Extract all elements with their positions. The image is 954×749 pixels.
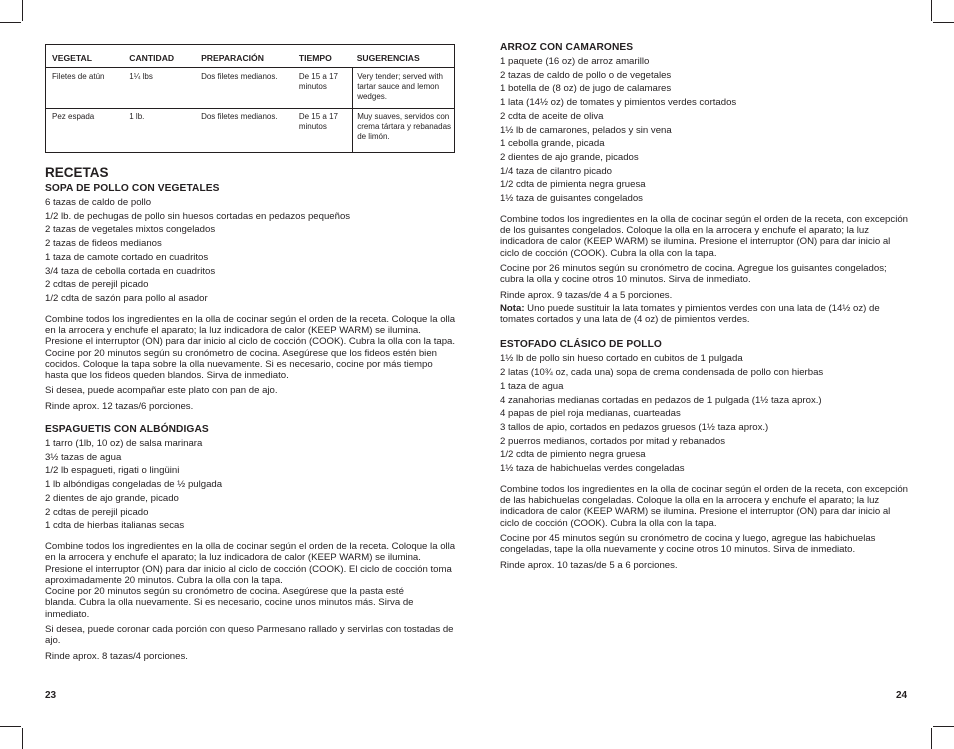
instruction-paragraph: Combine todos los ingredientes en la olla de cocinar según el orden de la receta, con excepción de las habichuelas congeladas. Coloque la olla en la arrocera y enchufe el aparato; la luz indicadora de calor (KEEP WARM) se ilumina. Presione el interruptor (ON) para dar inicio al ciclo de cocción (COOK). Cubra la olla con la tapa. bbox=[500, 483, 908, 529]
recipe-espaguetis bbox=[45, 424, 457, 662]
yield-text: Rinde aprox. 9 tazas/de 4 a 5 porciones. bbox=[500, 289, 673, 301]
ingredient-item: 1 tarro (1lb, 10 oz) de salsa marinara bbox=[45, 438, 203, 449]
ingredient-item: 1/2 lb. de pechugas de pollo sin huesos cortadas en pedazos pequeños bbox=[45, 210, 351, 222]
instruction-paragraph: Combine todos los ingredientes en la olla de cocinar según el orden de la receta, con excepción de los guisantes congelados. Coloque la olla en la arrocera y enchufe el aparato; la luz indicadora de calor (KEEP WARM) se ilumina. Presione el interruptor (ON) para dar inicio al ciclo de cocción (COOK). Cubra la olla con la tapa. bbox=[500, 213, 908, 259]
ingredient-item: 1 cdta de hierbas italianas secas bbox=[45, 520, 185, 532]
ingredient-item: 2 dientes de ajo grande, picados bbox=[500, 151, 639, 163]
instruction-paragraph: Cocine por 45 minutos según su cronómetro de cocina y luego, agregue las habichuelas congeladas, tape la olla nuevamente y cocine otros 10 minutos. Sirva de inmediato. bbox=[500, 532, 876, 556]
table-cell: Muy suaves, servidos con crema tártara y rebanadas de limón. bbox=[353, 109, 455, 153]
table-header-cell: SUGERENCIAS bbox=[353, 45, 455, 68]
instruction-paragraph: Cocine por 20 minutos según su cronómetro de cocina. Asegúrese que la pasta esté blanda. Cubra la olla nuevamente. Si es necesario, cocine unos minutos más. Sirva de inmediato. bbox=[45, 586, 414, 620]
ingredient-item: 1½ taza de habichuelas verdes congeladas bbox=[500, 463, 685, 475]
note-label: Nota: bbox=[500, 302, 525, 314]
yield-text: Rinde aprox. 8 tazas/4 porciones. bbox=[45, 650, 188, 662]
yield-text: Rinde aprox. 10 tazas/de 5 a 6 porciones. bbox=[500, 559, 678, 571]
crop-mark bbox=[22, 0, 23, 21]
recipe-title: SOPA DE POLLO CON VEGETALES bbox=[45, 183, 220, 194]
ingredient-item: 2 cdtas de perejil picado bbox=[45, 506, 149, 518]
table-header-cell: CANTIDAD bbox=[125, 45, 197, 68]
recipe-arroz bbox=[500, 42, 912, 325]
section-title: RECETAS bbox=[45, 165, 109, 180]
note-text: Uno puede sustituir la lata tomates y pimientos verdes con una lata de (14½ oz) de tomates cortados y una lata de (4 oz) de pimientos verdes. bbox=[500, 302, 880, 326]
crop-mark bbox=[22, 728, 23, 749]
table-cell: Pez espada bbox=[52, 112, 95, 121]
instructions bbox=[45, 541, 457, 662]
ingredient-item: 2 puerros medianos, cortados por mitad y rebanados bbox=[500, 435, 726, 447]
instructions bbox=[500, 214, 912, 326]
table-cell: Dos filetes medianos. bbox=[197, 68, 295, 109]
crop-mark bbox=[931, 728, 932, 749]
instruction-paragraph: Si desea, puede coronar cada porción con queso Parmesano rallado y servirlas con tostadas de ajo. bbox=[45, 624, 454, 647]
table-header-row bbox=[46, 45, 455, 68]
recipe-title: ARROZ CON CAMARONES bbox=[500, 42, 634, 53]
ingredient-item: 1/2 cdta de pimiento negra gruesa bbox=[500, 449, 646, 461]
instruction-paragraph: Si desea, puede acompañar este plato con pan de ajo. bbox=[45, 385, 278, 397]
crop-mark bbox=[0, 726, 21, 727]
ingredient-item: 2 cdtas de perejil picado bbox=[45, 279, 149, 291]
ingredient-item: 1 cebolla grande, picada bbox=[500, 138, 605, 150]
crop-mark bbox=[931, 0, 932, 21]
recipe-estofado bbox=[500, 339, 912, 570]
ingredient-item: 1/2 lb espagueti, rigati o lingüini bbox=[45, 465, 180, 477]
ingredient-item: 6 tazas de caldo de pollo bbox=[45, 197, 152, 208]
ingredient-item: 2 dientes de ajo grande, picado bbox=[45, 492, 179, 504]
table-cell: Dos filetes medianos. bbox=[201, 112, 278, 121]
table-row bbox=[46, 109, 455, 153]
table-cell: De 15 a 17 minutos bbox=[295, 68, 353, 109]
instruction-paragraph: Combine todos los ingredientes en la olla de cocinar según el orden de la receta. Coloque la olla en la arrocera y enchufe el aparato; la luz indicadora de calor (KEEP WARM) se ilumina. Presione el interruptor (ON) para dar inicio al ciclo de cocción (COOK). Cubra la olla con la tapa. bbox=[45, 313, 456, 348]
crop-mark bbox=[0, 22, 21, 23]
table-header-cell: PREPARACIÓN bbox=[197, 45, 295, 68]
table-cell: De 15 a 17 minutos bbox=[298, 112, 338, 131]
table-cell: Filetes de atún bbox=[46, 68, 126, 109]
ingredient-item: 3 tallos de apio, cortados en pedazos gruesos (1½ taza aprox.) bbox=[500, 421, 769, 433]
table-row bbox=[46, 68, 455, 109]
ingredient-list bbox=[45, 437, 457, 533]
ingredient-item: 4 zanahorias medianas cortadas en pedazos de 1 pulgada (1½ taza aprox.) bbox=[500, 394, 822, 406]
ingredient-item: 2 tazas de caldo de pollo o de vegetales bbox=[500, 69, 672, 81]
crop-mark bbox=[933, 22, 954, 23]
ingredient-item: 1 taza de agua bbox=[500, 380, 564, 392]
left-page bbox=[45, 44, 457, 666]
cooking-table bbox=[45, 44, 455, 153]
table-cell: 1 lb. bbox=[129, 112, 145, 121]
ingredient-item: 1/2 cdta de pimienta negra gruesa bbox=[500, 179, 646, 191]
page-number-right: 24 bbox=[896, 690, 908, 701]
ingredient-item: 2 cdta de aceite de oliva bbox=[500, 110, 604, 122]
ingredient-item: 3/4 taza de cebolla cortada en cuadritos bbox=[45, 265, 216, 277]
yield-text: Rinde aprox. 12 tazas/6 porciones. bbox=[45, 400, 194, 412]
ingredient-item: 1 taza de camote cortado en cuadritos bbox=[45, 251, 209, 263]
ingredient-item: 1/4 taza de cilantro picado bbox=[500, 165, 613, 177]
ingredient-item: 3½ tazas de agua bbox=[45, 451, 122, 463]
ingredient-item: 1½ lb de camarones, pelados y sin vena bbox=[500, 124, 672, 136]
table-header-cell: TIEMPO bbox=[295, 45, 353, 68]
ingredient-item: 1/2 cdta de sazón para pollo al asador bbox=[45, 292, 208, 304]
ingredient-item: 1 paquete (16 oz) de arroz amarillo bbox=[500, 56, 650, 67]
instruction-paragraph: Combine todos los ingredientes en la olla de cocinar según el orden de la receta. Coloque la olla en la arrocera y enchufe el aparato; la luz indicadora de calor (KEEP WARM) se ilumina. Presione el interruptor (ON) para dar inicio al ciclo de cocción (COOK). El ciclo de cocción toma aproximadamente 20 minutos. Cubra la olla con la tapa. bbox=[45, 540, 456, 586]
ingredient-list bbox=[45, 196, 457, 306]
ingredient-list bbox=[500, 55, 912, 206]
ingredient-item: 2 tazas de vegetales mixtos congelados bbox=[45, 224, 216, 236]
instructions bbox=[500, 484, 912, 571]
table-cell: 1¼ lbs bbox=[125, 68, 197, 109]
instructions bbox=[45, 314, 457, 412]
ingredient-item: 1 lb albóndigas congeladas de ½ pulgada bbox=[45, 479, 223, 491]
recipe-title: ESTOFADO CLÁSICO DE POLLO bbox=[500, 339, 662, 351]
table-header-cell: VEGETAL bbox=[46, 45, 126, 68]
recipe-sopa bbox=[45, 183, 457, 412]
ingredient-item: 1½ taza de guisantes congelados bbox=[500, 193, 643, 205]
right-page bbox=[500, 42, 912, 575]
instruction-paragraph: Cocine por 20 minutos según su cronómetro de cocina. Asegúrese que los fideos estén bien cocidos. Coloque la tapa sobre la olla nuevamente. Si es necesario, cocine por más tiempo hasta que los fideos queden blandos. Sirva de inmediato. bbox=[45, 347, 437, 382]
ingredient-item: 1 botella de (8 oz) de jugo de calamares bbox=[500, 83, 672, 95]
instruction-paragraph: Cocine por 26 minutos según su cronómetro de cocina. Agregue los guisantes congelados; cubra la olla y cocine otros 10 minutos. Sirva de inmediato. bbox=[500, 262, 887, 286]
note-paragraph bbox=[500, 303, 912, 326]
table-cell: Very tender; served with tartar sauce and lemon wedges. bbox=[353, 68, 455, 109]
ingredient-list bbox=[500, 352, 912, 475]
ingredient-item: 4 papas de piel roja medianas, cuarteadas bbox=[500, 408, 681, 420]
ingredient-item: 1 lata (14½ oz) de tomates y pimientos verdes cortados bbox=[500, 97, 737, 109]
page-number-left: 23 bbox=[45, 690, 57, 701]
recipe-title: ESPAGUETIS CON ALBÓNDIGAS bbox=[45, 424, 209, 435]
crop-mark bbox=[933, 726, 954, 727]
ingredient-item: 2 latas (10¾ oz, cada una) sopa de crema condensada de pollo con hierbas bbox=[500, 367, 824, 379]
ingredient-item: 1½ lb de pollo sin hueso cortado en cubitos de 1 pulgada bbox=[500, 353, 743, 365]
ingredient-item: 2 tazas de fideos medianos bbox=[45, 238, 162, 250]
